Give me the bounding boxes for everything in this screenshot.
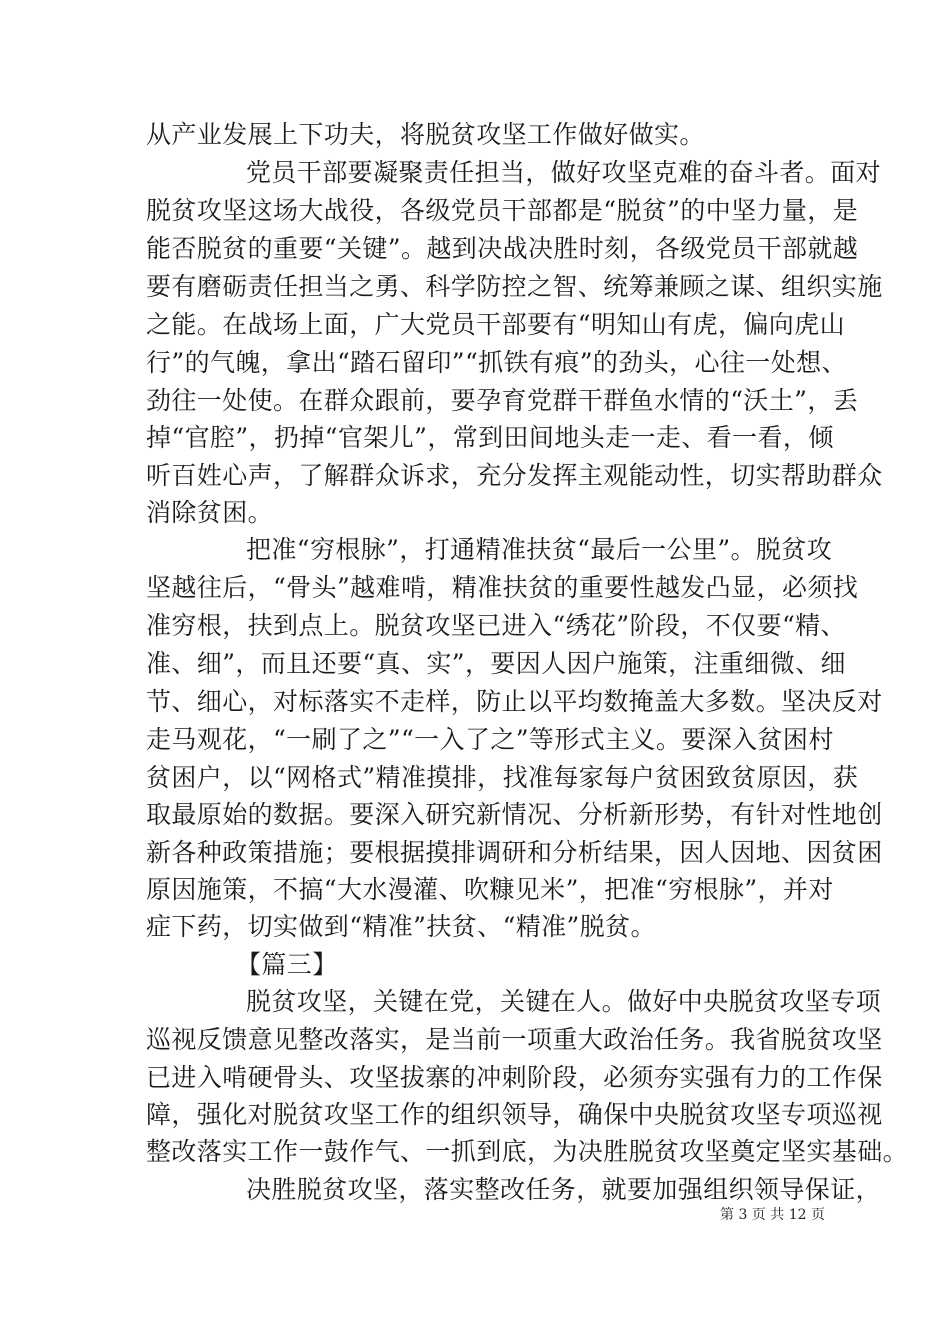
text-line: 取最原始的数据。要深入研究新情况、分析新形势，有针对性地创 bbox=[146, 800, 883, 829]
text-line: 巡视反馈意见整改落实，是当前一项重大政治任务。我省脱贫攻坚 bbox=[146, 1025, 883, 1054]
text-line: 症下药，切实做到“精准”扶贫、“精准”脱贫。 bbox=[146, 912, 656, 941]
text-line: 整改落实工作一鼓作气、一抓到底，为决胜脱贫攻坚奠定坚实基础。 bbox=[146, 1137, 909, 1166]
text-line: 走马观花，“一刷了之”“一入了之”等形式主义。要深入贫困村 bbox=[146, 725, 834, 754]
text-line: 准、细”，而且还要“真、实”，要因人因户施策，注重细微、细 bbox=[146, 649, 846, 678]
text-line: 已进入啃硬骨头、攻坚拔寨的冲刺阶段，必须夯实强有力的工作保 bbox=[146, 1063, 883, 1092]
text-line: 决胜脱贫攻坚，落实整改任务，就要加强组织领导保证， bbox=[246, 1175, 882, 1204]
text-line: 把准“穷根脉”，打通精准扶贫“最后一公里”。脱贫攻 bbox=[246, 535, 833, 564]
text-line: 障，强化对脱贫攻坚工作的组织领导，确保中央脱贫攻坚专项巡视 bbox=[146, 1100, 883, 1129]
text-line: 准穷根，扶到点上。脱贫攻坚已进入“绣花”阶段，不仅要“精、 bbox=[146, 611, 846, 640]
text-line: 党员干部要凝聚责任担当，做好攻坚克难的奋斗者。面对 bbox=[246, 158, 882, 187]
text-line: 原因施策，不搞“大水漫灌、吹糠见米”，把准“穷根脉”，并对 bbox=[146, 875, 834, 904]
text-line: 从产业发展上下功夫，将脱贫攻坚工作做好做实。 bbox=[146, 120, 705, 149]
section-heading: 【篇三】 bbox=[236, 950, 338, 979]
text-line: 贫困户，以“网格式”精准摸排，找准每家每户贫困致贫原因，获 bbox=[146, 763, 859, 792]
text-line: 坚越往后，“骨头”越难啃，精准扶贫的重要性越发凸显，必须找 bbox=[146, 573, 859, 602]
text-line: 听百姓心声，了解群众诉求，充分发挥主观能动性，切实帮助群众 bbox=[146, 461, 883, 490]
text-line: 之能。在战场上面，广大党员干部要有“明知山有虎，偏向虎山 bbox=[146, 310, 845, 339]
text-line: 劲往一处使。在群众跟前，要孕育党群干群鱼水情的“沃土”，丢 bbox=[146, 386, 859, 415]
text-line: 脱贫攻坚，关键在党，关键在人。做好中央脱贫攻坚专项 bbox=[246, 987, 882, 1016]
text-line: 脱贫攻坚这场大战役，各级党员干部都是“脱贫”的中坚力量，是 bbox=[146, 196, 859, 225]
text-line: 消除贫困。 bbox=[146, 498, 274, 527]
text-line: 要有磨砺责任担当之勇、科学防控之智、统筹兼顾之谋、组织实施 bbox=[146, 272, 883, 301]
text-line: 新各种政策措施；要根据摸排调研和分析结果，因人因地、因贫困 bbox=[146, 838, 883, 867]
text-line: 能否脱贫的重要“关键”。越到决战决胜时刻，各级党员干部就越 bbox=[146, 234, 859, 263]
text-line: 行”的气魄，拿出“踏石留印”“抓铁有痕”的劲头，心往一处想、 bbox=[146, 348, 847, 377]
text-line: 掉“官腔”，扔掉“官架儿”，常到田间地头走一走、看一看，倾 bbox=[146, 423, 834, 452]
page-footer: 第 3 页 共 12 页 bbox=[720, 1207, 825, 1223]
text-line: 节、细心，对标落实不走样，防止以平均数掩盖大多数。坚决反对 bbox=[146, 687, 883, 716]
